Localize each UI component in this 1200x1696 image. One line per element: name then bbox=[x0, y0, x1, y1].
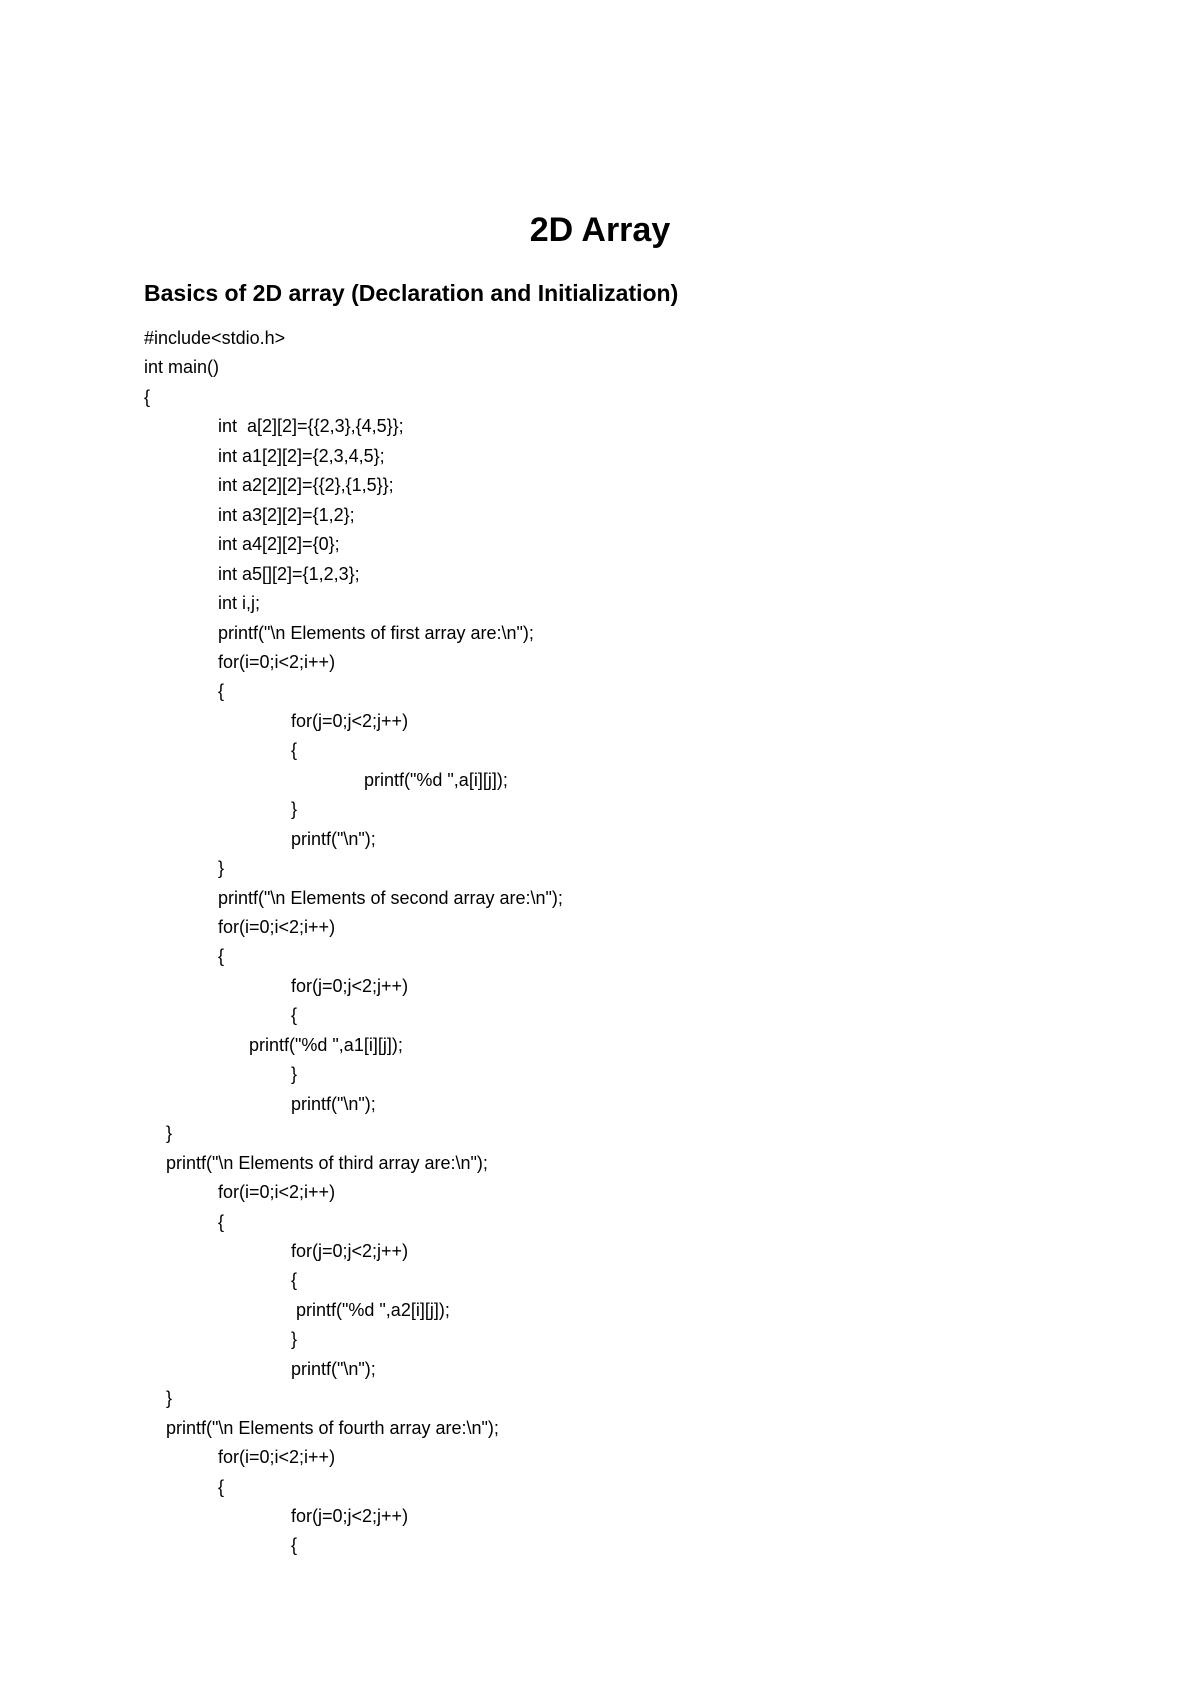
code-line: } bbox=[291, 799, 298, 820]
code-line: { bbox=[218, 946, 225, 967]
code-line: } bbox=[166, 1123, 173, 1144]
code-line: printf("\n Elements of second array are:\n"); bbox=[218, 887, 563, 908]
code-line: int a3[2][2]={1,2}; bbox=[218, 504, 355, 525]
code-line: for(j=0;j<2;j++) bbox=[291, 975, 409, 996]
code-line: for(j=0;j<2;j++) bbox=[291, 1506, 409, 1526]
code-line: { bbox=[291, 1535, 298, 1556]
code-line: for(i=0;i<2;i++) bbox=[218, 651, 336, 672]
code-line: { bbox=[218, 681, 225, 702]
code-line: printf("\n Elements of fourth array are:\n"); bbox=[166, 1417, 499, 1438]
code-line: #include<stdio.h> bbox=[144, 328, 286, 348]
code-line: { bbox=[291, 740, 298, 761]
code-line: for(i=0;i<2;i++) bbox=[218, 1447, 336, 1468]
code-line: printf("\n"); bbox=[291, 1093, 376, 1114]
code-line: printf("%d ",a[i][j]); bbox=[364, 769, 508, 790]
code-line: for(j=0;j<2;j++) bbox=[291, 710, 409, 731]
code-line: printf("%d ",a1[i][j]); bbox=[249, 1034, 403, 1055]
section-heading: Basics of 2D array (Declaration and Initialization) bbox=[144, 280, 679, 306]
code-line: int a[2][2]={{2,3},{4,5}}; bbox=[218, 416, 404, 437]
code-line: } bbox=[218, 858, 225, 879]
code-line: int a5[][2]={1,2,3}; bbox=[218, 563, 360, 584]
code-line: { bbox=[144, 386, 151, 407]
code-line: } bbox=[291, 1329, 298, 1350]
code-line: int a4[2][2]={0}; bbox=[218, 534, 340, 555]
code-line: printf("\n Elements of first array are:\n"); bbox=[218, 622, 534, 643]
code-line: for(i=0;i<2;i++) bbox=[218, 917, 336, 937]
code-line: for(j=0;j<2;j++) bbox=[291, 1240, 409, 1261]
document-title: 2D Array bbox=[529, 211, 671, 249]
code-line: int a2[2][2]={{2},{1,5}}; bbox=[218, 475, 394, 496]
code-line: int main() bbox=[144, 357, 220, 378]
code-line: int a1[2][2]={2,3,4,5}; bbox=[218, 445, 385, 466]
code-line: printf("\n"); bbox=[291, 1358, 376, 1379]
code-line: { bbox=[291, 1005, 298, 1026]
code-line: } bbox=[291, 1064, 298, 1085]
code-line: for(i=0;i<2;i++) bbox=[218, 1182, 336, 1203]
code-line: printf("%d ",a2[i][j]); bbox=[291, 1299, 450, 1320]
code-line: { bbox=[218, 1211, 225, 1232]
code-line: printf("\n Elements of third array are:\n"); bbox=[166, 1152, 488, 1173]
code-line: { bbox=[291, 1270, 298, 1291]
code-line: } bbox=[166, 1388, 173, 1409]
code-line: int i,j; bbox=[218, 593, 261, 614]
code-line: { bbox=[218, 1476, 225, 1497]
code-line: printf("\n"); bbox=[291, 828, 376, 849]
